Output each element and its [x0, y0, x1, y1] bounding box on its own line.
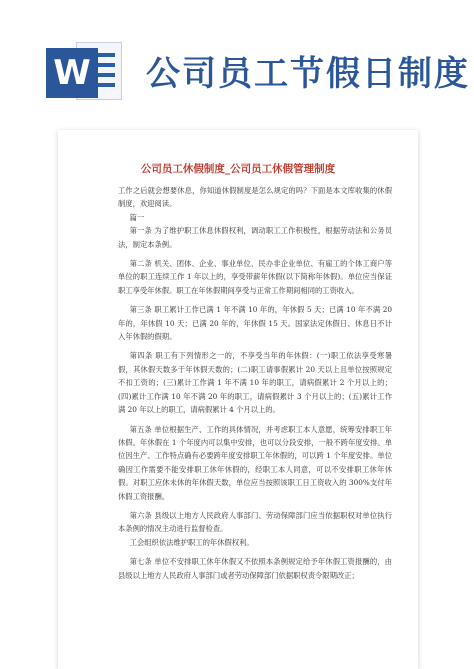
header-banner [0, 0, 474, 125]
document-title: 公司员工休假制度_公司员工休假管理制度 [140, 163, 336, 175]
article-6-paragraph: 第六条 县级以上地方人民政府人事部门、劳动保障部门应当依据职权对单位执行本条例的情况主动进行监督检查。 [118, 510, 392, 534]
section-label: 篇一 [129, 212, 145, 222]
article-4-paragraph: 第四条 职工有下列情形之一的，不享受当年的年休假：(一)职工依法享受寒暑假，其休假天数多于年休假天数的；(二)职工请事假累计 20 天以上且单位按照规定不扣工资的；(三)累计工作满 1 年不满 10 年的职工，请病假累计 2 个月以上的；(四)累计工作满 10 年不满 20 年的职工，请病假累计 3 个月以上的；(五)累计工作满 20 年以上的职工，请病假累计 4 个月以上的。 [118, 351, 392, 415]
intro-paragraph: 工作之后就会想要休息，你知道休假制度是怎么规定的吗？下面是本文库收集的休假制度，欢迎阅读。 [118, 186, 392, 209]
article-5-paragraph: 第五条 单位根据生产、工作的具体情况，并考虑职工本人意愿，统筹安排职工年休假。年休假在 1 个年度内可以集中安排，也可以分段安排，一般不跨年度安排。单位因生产、工作特点确有必要跨年度安排职工年休假的，可以跨 1 个年度安排。单位确因工作需要不能安排职工休年休假的，经职工本人同意，可以不安排职工休年休假。对职工应休未休的年休假天数，单位应当按照该职工日工资收入的 300%支付年休假工资报酬。 [118, 424, 392, 501]
article-2-paragraph: 第二条 机关、团体、企业、事业单位、民办非企业单位、有雇工的个体工商户等单位的职工连续工作 1 年以上的，享受带薪年休假(以下简称年休假)。单位应当保证职工享受年休假。职工在年休假期间享受与正常工作期间相同的工资收入。 [118, 259, 392, 295]
word-badge-icon: W [46, 48, 98, 98]
union-paragraph: 工会组织依法维护职工的年休假权利。 [129, 537, 254, 547]
document-body [118, 184, 392, 588]
page-title: 公司员工节假日制度 [146, 54, 470, 94]
document-page [58, 130, 418, 669]
article-1-paragraph: 第一条 为了维护职工休息休假权利，调动职工工作积极性，根据劳动法和公务员法，制定本条例。 [118, 226, 392, 249]
article-7-paragraph: 第七条 单位不安排职工休年休假又不依照本条例规定给予年休假工资报酬的，由县级以上地方人民政府人事部门或者劳动保障部门依据职权责令限期改正； [118, 557, 392, 580]
word-icon [46, 38, 120, 100]
article-3-paragraph: 第三条 职工累计工作已满 1 年不满 10 年的，年休假 5 天；已满 10 年不满 20 年的，年休假 10 天；已满 20 年的，年休假 15 天。国家法定休假日、休息日不计入年休假的假期。 [118, 305, 392, 342]
